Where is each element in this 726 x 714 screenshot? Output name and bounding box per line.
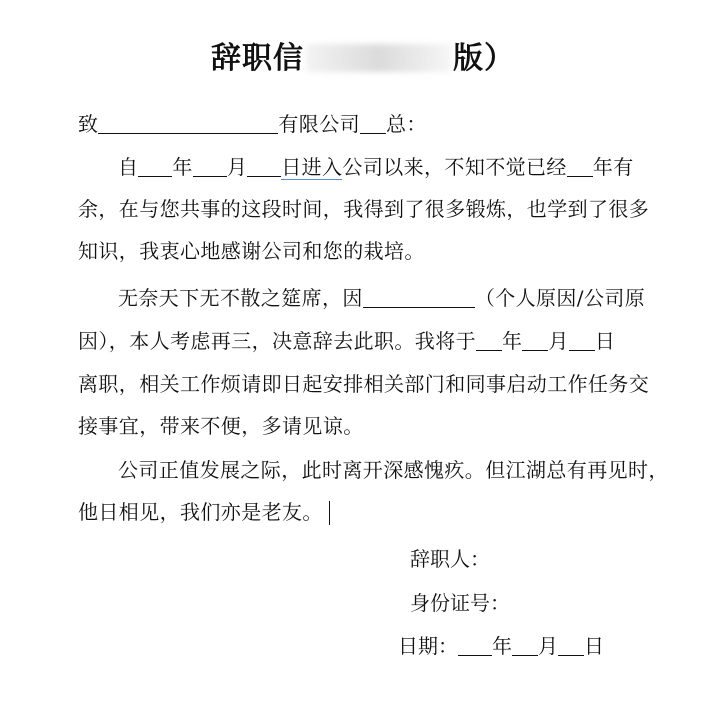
salutation-company: 有限公司 [278, 112, 361, 136]
para3-line2 [78, 496, 668, 525]
leave-day-blank[interactable] [569, 330, 595, 351]
start-day-blank[interactable] [247, 156, 281, 177]
text: 年有 [592, 155, 634, 179]
sign-year-blank[interactable] [458, 635, 492, 656]
leave-month-blank[interactable] [522, 330, 548, 351]
text: 自 [118, 155, 139, 179]
para2-line1 [78, 282, 708, 311]
para2-line4: 接事宜，带来不便，多请见谅。 [78, 414, 364, 438]
text: （个人原因/公司原 [474, 286, 646, 310]
text: 日 [594, 329, 616, 353]
leave-year-blank[interactable] [476, 330, 502, 351]
text: 月 [538, 634, 558, 658]
text: 他日相见，我们亦是老友。 [78, 500, 323, 524]
text: 日 [584, 634, 604, 658]
text: 年 [502, 329, 523, 353]
id-number-label: 身份证号： [410, 591, 510, 615]
boss-name-blank[interactable] [360, 113, 386, 134]
text: 年 [172, 155, 193, 179]
para3-line1: 公司正值发展之际，此时离开深感愧疚。但江湖总有再见时， [118, 458, 669, 482]
para2-line3: 离职，相关工作烦请即日起安排相关部门和同事启动工作任务交 [78, 372, 650, 396]
title-suffix: 版） [453, 41, 515, 76]
para1-line3: 知识，我衷心地感谢公司和您的栽培。 [78, 239, 425, 263]
title-prefix: 辞职信 [211, 41, 304, 76]
text: 月 [548, 329, 569, 353]
text-cursor [329, 501, 330, 525]
text: 月 [226, 155, 248, 179]
para2-line2 [78, 325, 668, 354]
company-name-blank[interactable] [98, 113, 278, 134]
sign-month-blank[interactable] [512, 635, 538, 656]
text: 无奈天下无不散之筵席，因 [118, 286, 363, 310]
years-blank[interactable] [567, 156, 593, 177]
sign-day-blank[interactable] [558, 635, 584, 656]
date-line [398, 630, 604, 659]
salutation-boss: 总： [386, 112, 427, 136]
redacted-blur [306, 44, 451, 72]
start-month-blank[interactable] [193, 156, 227, 177]
salutation-line [78, 108, 668, 137]
para1-line2: 余，在与您共事的这段时间，我得到了很多锻炼，也学到了很多 [78, 197, 650, 221]
text: 年 [492, 634, 512, 658]
reason-blank[interactable] [363, 287, 475, 308]
spellcheck-text: 日进入 [281, 155, 343, 179]
date-label: 日期： [398, 634, 458, 658]
para1-line1 [78, 151, 708, 180]
start-year-blank[interactable] [138, 156, 172, 177]
resigner-label: 辞职人： [410, 547, 490, 571]
text: 因），本人考虑再三，决意辞去此职。我将于 [78, 329, 476, 353]
text: 公司以来，不知不觉已经 [342, 155, 567, 179]
letter-title [0, 33, 726, 77]
salutation-to: 致 [78, 112, 99, 136]
